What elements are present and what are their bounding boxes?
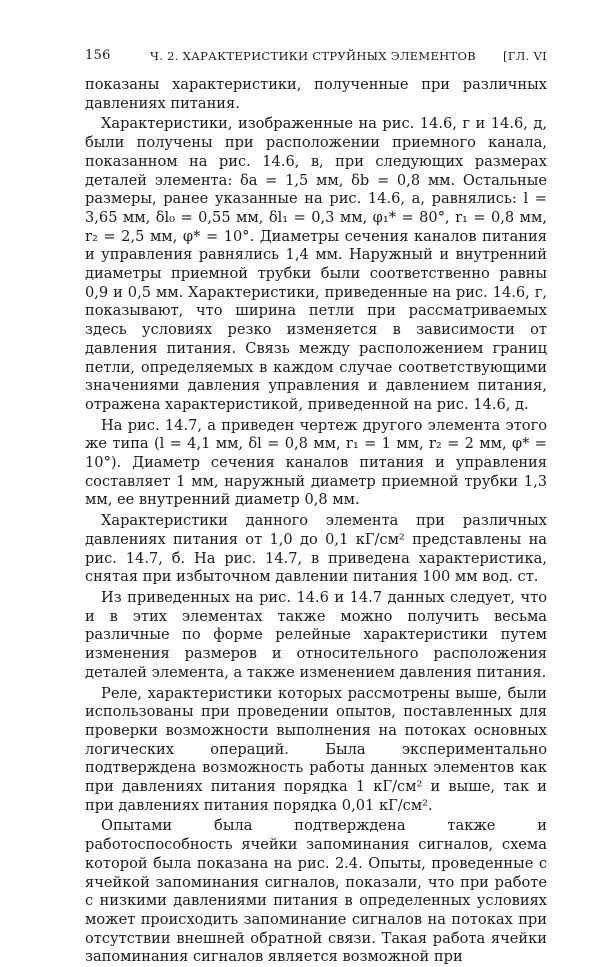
chapter-label: [ГЛ. VI [503, 49, 547, 63]
running-title: Ч. 2. ХАРАКТЕРИСТИКИ СТРУЙНЫХ ЭЛЕМЕНТОВ [150, 49, 476, 63]
page-number: 156 [85, 48, 111, 63]
paragraph-7: Опытами была подтверждена также и работоспособность ячейки запоминания сигналов, схема которой была показана на рис. 2.4. Опыты, проведенные с ячейкой запоминания сигналов, показали, что при работе с низкими давлениями питания в определенных условиях может происходить запоминание сигналов на потоках при отсутствии внешней обратной связи. Такая работа ячейки запоминания сигналов является возможной при [85, 817, 547, 966]
paragraph-6: Реле, характеристики которых рассмотрены выше, были использованы при проведении опытов, поставленных для проверки возможности выполнения на потоках основных логических операций. Была экспериментально подтверждена возможность работы данных элементов как при давлениях питания порядка 1 кГ/см² и выше, так и при давлениях питания порядка 0,01 кГ/см². [85, 684, 547, 814]
paragraph-2: Характеристики, изображенные на рис. 14.6, г и 14.6, д, были получены при расположении приемного канала, показанном на рис. 14.6, в, при следующих размерах деталей элемента: δa = 1,5 мм, δb = 0,8 мм. Остальные размеры, ранее указанные на рис. 14.6, а, равнялись: l = 3,65 мм, δl₀ = 0,55 мм, δl₁ = 0,3 мм, φ₁* = 80°, r₁ = 0,8 мм, r₂ = 2,5 мм, φ* = 10°. Диаметры сечения каналов питания и управления равнялись 1,4 мм. Наружный и внутренний диаметры приемной трубки были соответственно равны 0,9 и 0,5 мм. Характеристики, приведенные на рис. 14.6, г, показывают, что ширина петли при рассматриваемых здесь условиях резко изменяется в зависимости от давления питания. Связь между расположением границ петли, определяемых в каждом случае соответствующими значениями давления управления и давлением питания, отражена характеристикой, приведенной на рис. 14.6, д. [85, 115, 547, 413]
page-body [85, 76, 547, 967]
page-header [85, 48, 547, 70]
paragraph-1: показаны характеристики, полученные при различных давлениях питания. [85, 76, 547, 112]
paragraph-3: На рис. 14.7, а приведен чертеж другого элемента этого же типа (l = 4,1 мм, δl = 0,8 мм, r₁ = 1 мм, r₂ = 2 мм, φ* = 10°). Диаметр сечения каналов питания и управления составляет 1 мм, наружный диаметр приемной трубки 1,3 мм, ее внутренний диаметр 0,8 мм. [85, 416, 547, 509]
paragraph-4: Характеристики данного элемента при различных давлениях питания от 1,0 до 0,1 кГ/см² представлены на рис. 14.7, б. На рис. 14.7, в приведена характеристика, снятая при избыточном давлении питания 100 мм вод. ст. [85, 512, 547, 586]
paragraph-5: Из приведенных на рис. 14.6 и 14.7 данных следует, что и в этих элементах также можно получить весьма различные по форме релейные характеристики путем изменения размеров и относительного расположения деталей элемента, а также изменением давления питания. [85, 588, 547, 681]
book-page [85, 48, 547, 967]
